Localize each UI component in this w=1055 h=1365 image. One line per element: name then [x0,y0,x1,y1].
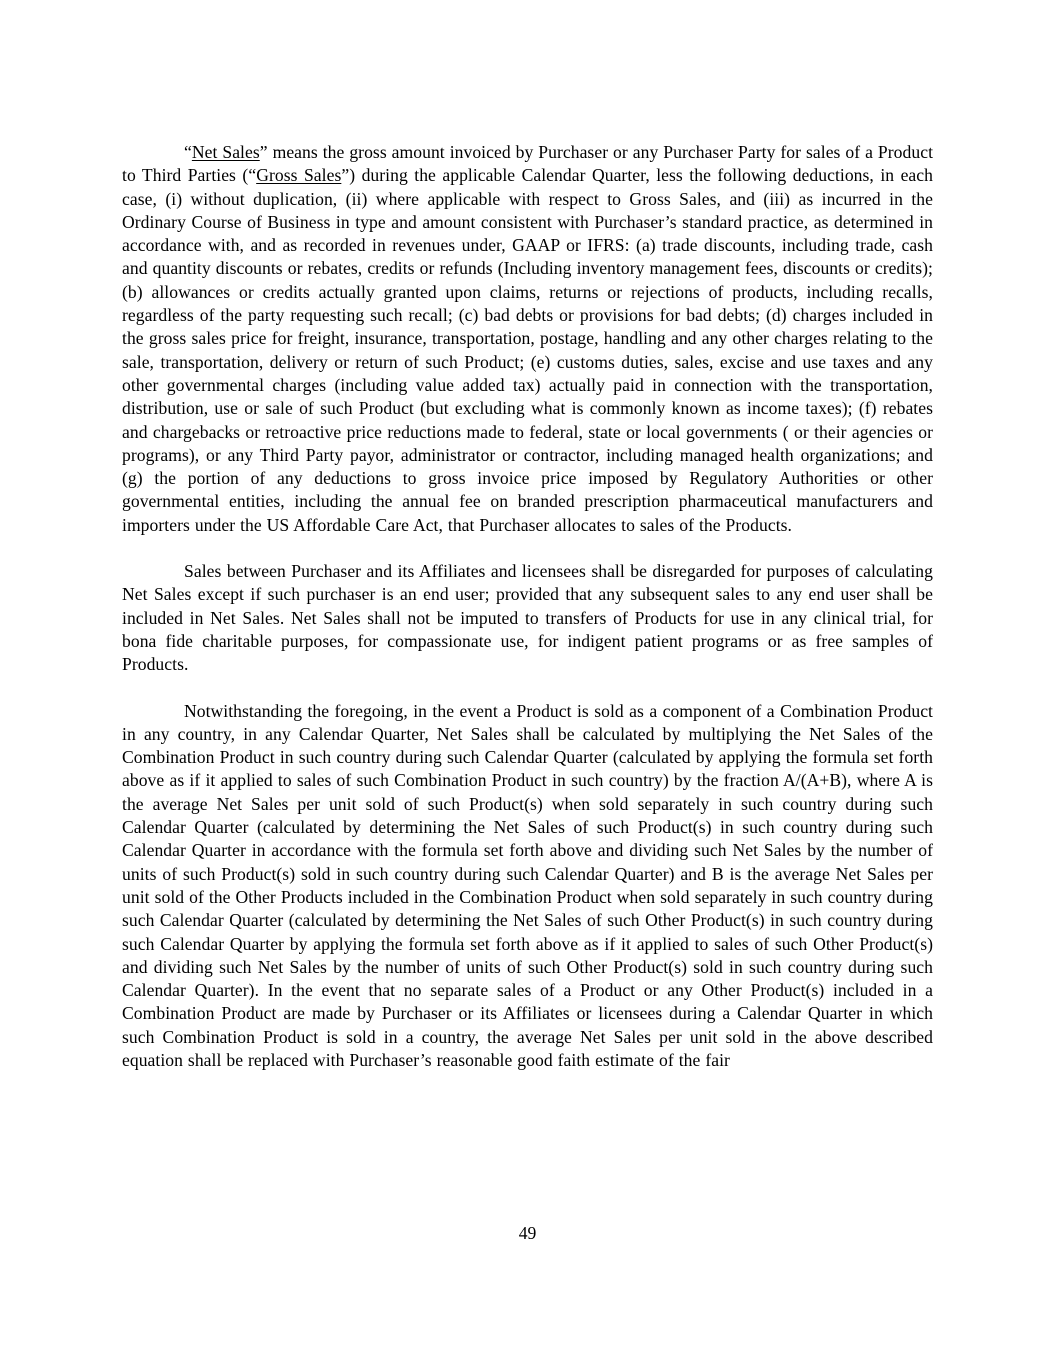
text-segment: “ [184,142,192,162]
text-segment: Sales between Purchaser and its Affiliates and licensees shall be disregarded for purposes of calculating Net Sales except if such purchaser is an end user; provided that any subsequent sales to any end user shall be included in Net Sales. Net Sales shall not be imputed to transfers of Products for use in any clinical trial, for bona fide charitable purposes, for compassionate use, for indigent patient programs or as free samples of Products. [122,561,933,675]
defined-term: Net Sales [191,142,260,162]
defined-term: Gross Sales [256,165,342,186]
paragraph-combination-product [122,700,933,1073]
page-number: 49 [518,1223,537,1243]
paragraph-affiliate-sales [122,560,933,676]
paragraph-net-sales-definition [122,141,933,537]
document-content [122,141,933,1072]
text-segment: ”) during the applicable Calendar Quarter, less the following deductions, in each case, (i) without duplication, (ii) where applicable with respect to Gross Sales, and (iii) as incurred in the Ordinary Course of Business in type and amount consistent with Purchaser’s standard practice, as determined in accordance with, and as recorded in revenues under, GAAP or IFRS: (a) trade discounts, including trade, cash and quantity discounts or rebates, credits or refunds (Including inventory management fees, discounts or credits); (b) allowances or credits actually granted upon claims, returns or rejections of products, including recalls, regardless of the party requesting such recall; (c) bad debts or provisions for bad debts; (d) charges included in the gross sales price for freight, insurance, transportation, postage, handling and any other charges relating to the sale, transportation, delivery or return of such Product; (e) customs duties, sales, excise and use taxes and any other governmental charges (including value added tax) actually paid in connection with the transportation, distribution, use or sale of such Product (but excluding what is commonly known as income taxes); (f) rebates and chargebacks or retroactive price reductions made to federal, state or local governments ( or their agencies or programs), or any Third Party payor, administrator or contractor, including managed health organizations; and (g) the portion of any deductions to gross invoice price imposed by Regulatory Authorities or other governmental entities, including the annual fee on branded prescription pharmaceutical manufacturers and importers under the US Affordable Care Act, that Purchaser allocates to sales of the Products. [122,165,933,535]
text-segment: ” means the gross amount invoiced by Purchaser or any Purchaser Party for sales of a Product to Third Parties (“ [122,142,934,186]
text-segment: Notwithstanding the foregoing, in the event a Product is sold as a component of a Combination Product in any country, in any Calendar Quarter, Net Sales shall be calculated by multiplying the Net Sales of the Combination Product in such country during such Calendar Quarter (calculated by applying the formula set forth above as if it applied to sales of such Combination Product in such country) by the fraction A/(A+B), where A is the average Net Sales per unit sold of such Product(s) when sold separately in such country during such Calendar Quarter (calculated by determining the Net Sales of such Product(s) in such country during such Calendar Quarter in accordance with the formula set forth above and dividing such Net Sales by the number of units of such Product(s) sold in such country during such Calendar Quarter) and B is the average Net Sales per unit sold of the Other Products included in the Combination Product when sold separately in such country during such Calendar Quarter (calculated by determining the Net Sales of such Other Product(s) in such country during such Calendar Quarter by applying the formula set forth above as if it applied to sales of such Other Product(s) and dividing such Net Sales by the number of units of such Other Product(s) sold in such country during such Calendar Quarter). In the event that no separate sales of a Product or any Other Product(s) included in a Combination Product are made by Purchaser or its Affiliates or licensees during a Calendar Quarter in which such Combination Product is sold in a country, the average Net Sales per unit sold in the above described equation shall be replaced with Purchaser’s reasonable good faith estimate of the fair [122,700,933,1070]
